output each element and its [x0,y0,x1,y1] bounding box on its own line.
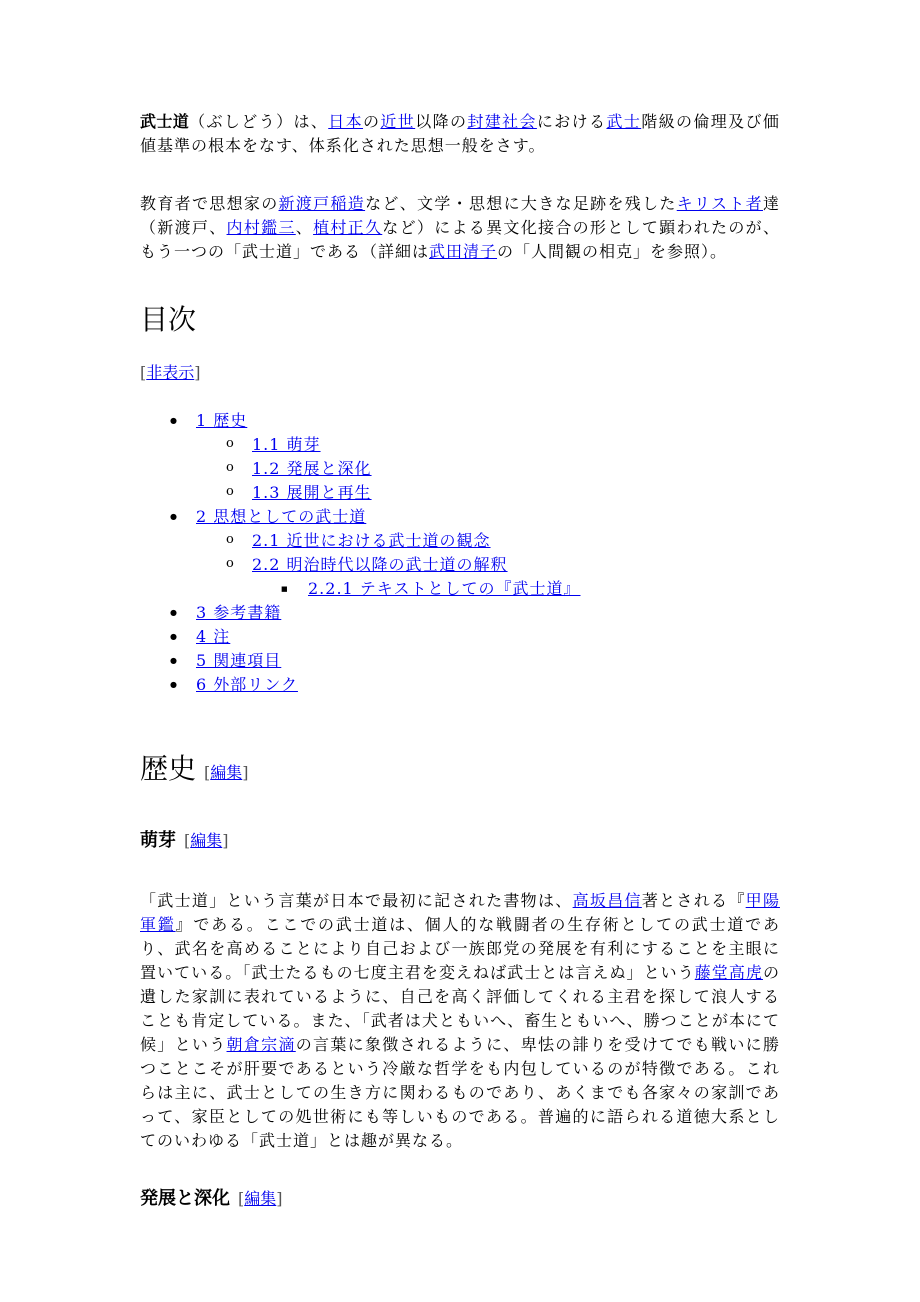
toc-link-meiji-interpretation[interactable]: 2.2 明治時代以降の武士道の解釈 [252,555,508,574]
link-christian[interactable]: キリスト者 [676,194,763,213]
toc-sublist [196,433,780,505]
edit-section-history: [編集] [204,763,249,782]
toc-item [196,529,780,553]
toc-item [252,577,780,601]
toc-toggle: [非表示] [140,363,201,382]
toc-item [140,505,780,601]
link-early-modern[interactable]: 近世 [380,112,416,131]
toc-sublist [196,529,780,601]
link-uchimura-kanzo[interactable]: 内村鑑三 [226,218,296,237]
edit-section-sprout: [編集] [184,831,229,850]
intro-paragraph-2: 教育者で思想家の新渡戸稲造など、文学・思想に大きな足跡を残したキリスト者達（新渡戸、内村鑑三、植村正久など）による異文化接合の形として顕われたのが、もう一つの「武士道」である（詳細は武田清子の「人間観の相克」を参照）。 [140,194,780,261]
toc-link-sprout[interactable]: 1.1 萌芽 [252,435,321,454]
toc-list [140,409,780,697]
toc-hide-link[interactable]: 非表示 [146,363,195,382]
intro-paragraph-1: 武士道（ぶしどう）は、日本の近世以降の封建社会における武士階級の倫理及び価値基準の根本をなす、体系化された思想一般をさす。 [140,112,780,155]
link-asakura-soteki[interactable]: 朝倉宗滴 [226,1035,296,1054]
toc-link-text-bushido[interactable]: 2.2.1 テキストとしての『武士道』 [308,579,581,598]
toc-link-external[interactable]: 6 外部リンク [196,675,298,694]
edit-section-develop: [編集] [238,1189,283,1208]
link-koyo-gunkan[interactable]: 甲陽軍鑑 [140,891,780,934]
toc-link-references[interactable]: 3 参考書籍 [196,603,282,622]
link-japan[interactable]: 日本 [328,112,364,131]
link-feudal-society[interactable]: 封建社会 [467,112,537,131]
toc-item [140,625,780,649]
link-nitobe-inazo[interactable]: 新渡戸稲造 [278,194,366,213]
toc-link-develop[interactable]: 1.2 発展と深化 [252,459,372,478]
toc-item [196,433,780,457]
toc-item [140,649,780,673]
toc-link-notes[interactable]: 4 注 [196,627,231,646]
edit-link-sprout[interactable]: 編集 [190,831,223,850]
sprout-paragraph: 「武士道」という言葉が日本で最初に記された書物は、高坂昌信著とされる『甲陽軍鑑』である。ここでの武士道は、個人的な戦闘者の生存術としての武士道であり、武名を高めることにより自己および一族郎党の発展を有利にすることを主眼に置いている。「武士たるもの七度主君を変えねば武士とは言えぬ」という藤堂高虎の遺した家訓に表れているように、自己を高く評価してくれる主君を探して浪人することも肯定している。また、「武者は犬ともいへ、畜生ともいへ、勝つことが本にて候」という朝倉宗滴の言葉に象徴されるように、卑怯の誹りを受けてでも戦いに勝つことこそが肝要であるという冷厳な哲学をも内包しているのが特徴である。これらは主に、武士としての生き方に関わるものであり、あくまでも各家々の家訓であって、家臣としての処世術にも等しいものである。普遍的に語られる道徳大系としてのいわゆる「武士道」とは趣が異なる。 [140,891,780,1150]
toc-sublist [252,577,780,601]
section-heading-history: 歴史 [編集] [140,752,249,785]
link-kosaka-masanobu[interactable]: 高坂昌信 [572,891,642,910]
link-uemura-masahisa[interactable]: 植村正久 [313,218,383,237]
section-heading-develop: 発展と深化 [編集] [140,1188,283,1209]
link-samurai[interactable]: 武士 [606,112,642,131]
toc-title: 目次 [140,303,197,336]
toc-item [140,601,780,625]
toc-item [140,409,780,505]
toc-item [196,553,780,601]
toc-link-early-modern-concept[interactable]: 2.1 近世における武士道の観念 [252,531,491,550]
toc-link-thought[interactable]: 2 思想としての武士道 [196,507,367,526]
edit-link-develop[interactable]: 編集 [244,1189,277,1208]
toc-item [196,457,780,481]
toc-link-revival[interactable]: 1.3 展開と再生 [252,483,372,502]
edit-link-history[interactable]: 編集 [210,763,243,782]
article-content [140,110,780,1211]
toc-item [140,673,780,697]
toc-item [196,481,780,505]
toc-link-history[interactable]: 1 歴史 [196,411,248,430]
link-todo-takatora[interactable]: 藤堂高虎 [694,963,763,982]
section-heading-sprout: 萌芽 [編集] [140,830,229,851]
article-term: 武士道 [140,112,190,131]
toc-link-related[interactable]: 5 関連項目 [196,651,282,670]
link-takeda-kiyoko[interactable]: 武田清子 [429,242,498,261]
